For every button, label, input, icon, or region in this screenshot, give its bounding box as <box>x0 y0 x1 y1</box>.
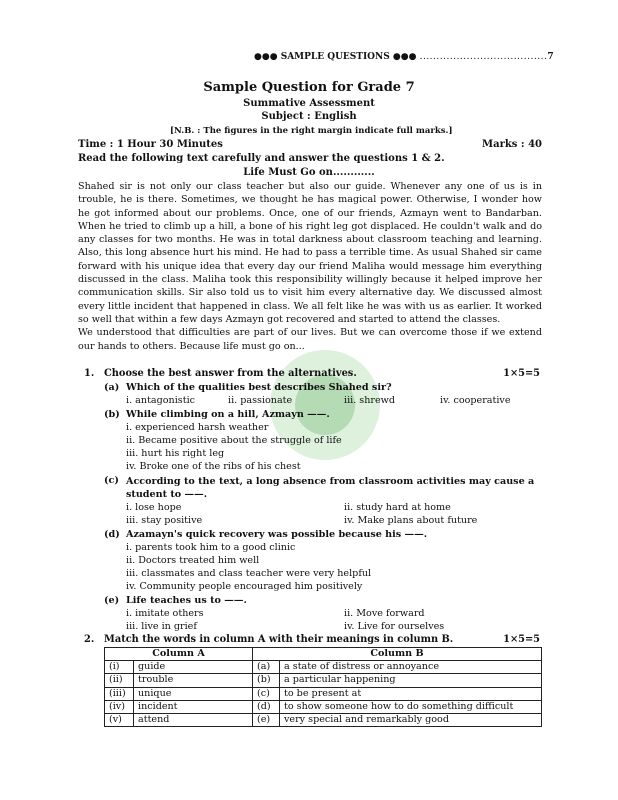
item-question: According to the text, a long absence from classroom activities may cause a student to ——. <box>126 476 535 501</box>
roman-numeral: (iii) <box>105 687 134 700</box>
item-question: Life teaches us to ——. <box>126 595 247 606</box>
item-label: (c) <box>104 475 119 486</box>
subject-line: Subject : English <box>261 111 357 122</box>
word-cell: unique <box>134 687 253 700</box>
nb-note: [N.B. : The figures in the right margin indicate full marks.] <box>170 126 453 136</box>
table-row <box>105 661 542 674</box>
option: i. imitate others <box>126 608 204 619</box>
reading-passage <box>78 180 542 353</box>
matching-table <box>104 647 542 727</box>
header-label: ●●● SAMPLE QUESTIONS ●●● <box>254 52 417 62</box>
table-row <box>105 713 542 726</box>
option: iv. Broke one of the ribs of his chest <box>126 461 301 472</box>
word-cell: attend <box>134 713 253 726</box>
page-header <box>254 52 554 66</box>
option: ii. study hard at home <box>344 502 451 513</box>
option: iv. cooperative <box>440 395 511 406</box>
meaning-cell: very special and remarkably good <box>280 713 542 726</box>
word-cell: trouble <box>134 674 253 687</box>
meaning-cell: a particular happening <box>280 674 542 687</box>
page-number: 7 <box>547 52 554 62</box>
option: i. antagonistic <box>126 395 196 406</box>
option: iii. shrewd <box>344 395 396 406</box>
option: i. lose hope <box>126 502 182 513</box>
item-question: While climbing on a hill, Azmayn ——. <box>126 409 330 420</box>
option: iii. stay positive <box>126 515 203 526</box>
option: i. experienced harsh weather <box>126 422 269 433</box>
option: iii. live in grief <box>126 621 197 632</box>
reading-instruction: Read the following text carefully and answer the questions 1 & 2. <box>78 153 445 164</box>
question-text: Choose the best answer from the alternatives. <box>104 368 357 379</box>
roman-numeral: (v) <box>105 713 134 726</box>
option: iv. Live for ourselves <box>344 621 445 632</box>
roman-numeral: (iv) <box>105 700 134 713</box>
passage-title: Life Must Go on............ <box>243 167 375 178</box>
roman-numeral: (ii) <box>105 674 134 687</box>
passage-paragraph-1: Shahed sir is not only our class teacher but also our guide. Whenever any one of us is in trouble, he is there. Sometimes, we thought he has magical power. Otherwise, I wonder how he got informed about our problems. Once, one of our friends, Azmayn went to Bandarban. When he tried to climb up a hill, a bone of his right leg got displaced. He couldn't walk and do any classes for two months. He was in total darkness about classroom teaching and learning. Also, this long absence hurt his mind. He had to pass a terrible time. As usual Shahed sir came forward with his unique idea that every day our friend Maliha would message him everything discussed in the class. Maliha took this responsibility willingly because it helped improve her communication skills. Sir also told us to visit him every alternative day. We discussed almost every little incident that happened in class. We all felt like he was with us as earlier. It worked so well that within a few days Azmayn got recovered and started to attend the classes. <box>78 181 542 325</box>
letter-label: (e) <box>253 713 280 726</box>
column-a-header: Column A <box>105 648 253 661</box>
column-b-header: Column B <box>253 648 542 661</box>
word-cell: guide <box>134 661 253 674</box>
option: iii. classmates and class teacher were very helpful <box>126 568 372 579</box>
letter-label: (b) <box>253 674 280 687</box>
item-question: Which of the qualities best describes Shahed sir? <box>126 382 392 393</box>
option: ii. Became positive about the struggle of life <box>126 435 342 446</box>
item-label: (e) <box>104 595 120 606</box>
table-header-row <box>105 648 542 661</box>
option: iv. Community people encouraged him positively <box>126 581 363 592</box>
passage-paragraph-2: We understood that difficulties are part of our lives. But we can overcome those if we extend our hands to others. Because life must go on... <box>78 327 542 352</box>
option: iii. hurt his right leg <box>126 448 225 459</box>
item-label: (a) <box>104 382 120 393</box>
item-question: Azamayn's quick recovery was possible because his ——. <box>126 529 428 540</box>
option: iv. Make plans about future <box>344 515 478 526</box>
option: ii. Doctors treated him well <box>126 555 260 566</box>
word-cell: incident <box>134 700 253 713</box>
table-row <box>105 674 542 687</box>
assessment-type: Summative Assessment <box>243 98 375 109</box>
total-marks: Marks : 40 <box>482 139 542 150</box>
question-number: 1. <box>84 368 95 379</box>
header-dots: ...................................... <box>419 52 548 62</box>
letter-label: (c) <box>253 687 280 700</box>
table-row <box>105 687 542 700</box>
roman-numeral: (i) <box>105 661 134 674</box>
item-label: (b) <box>104 409 120 420</box>
time-limit: Time : 1 Hour 30 Minutes <box>78 139 223 150</box>
question-marks: 1×5=5 <box>503 634 540 645</box>
paper-title: Sample Question for Grade 7 <box>203 80 415 95</box>
letter-label: (d) <box>253 700 280 713</box>
question-marks: 1×5=5 <box>503 368 540 379</box>
meaning-cell: a state of distress or annoyance <box>280 661 542 674</box>
letter-label: (a) <box>253 661 280 674</box>
meaning-cell: to show someone how to do something difficult <box>280 700 542 713</box>
option: ii. passionate <box>228 395 293 406</box>
option: i. parents took him to a good clinic <box>126 542 296 553</box>
item-label: (d) <box>104 529 120 540</box>
question-number: 2. <box>84 634 95 645</box>
option: ii. Move forward <box>344 608 425 619</box>
table-row <box>105 700 542 713</box>
question-text: Match the words in column A with their meanings in column B. <box>104 634 454 645</box>
meaning-cell: to be present at <box>280 687 542 700</box>
